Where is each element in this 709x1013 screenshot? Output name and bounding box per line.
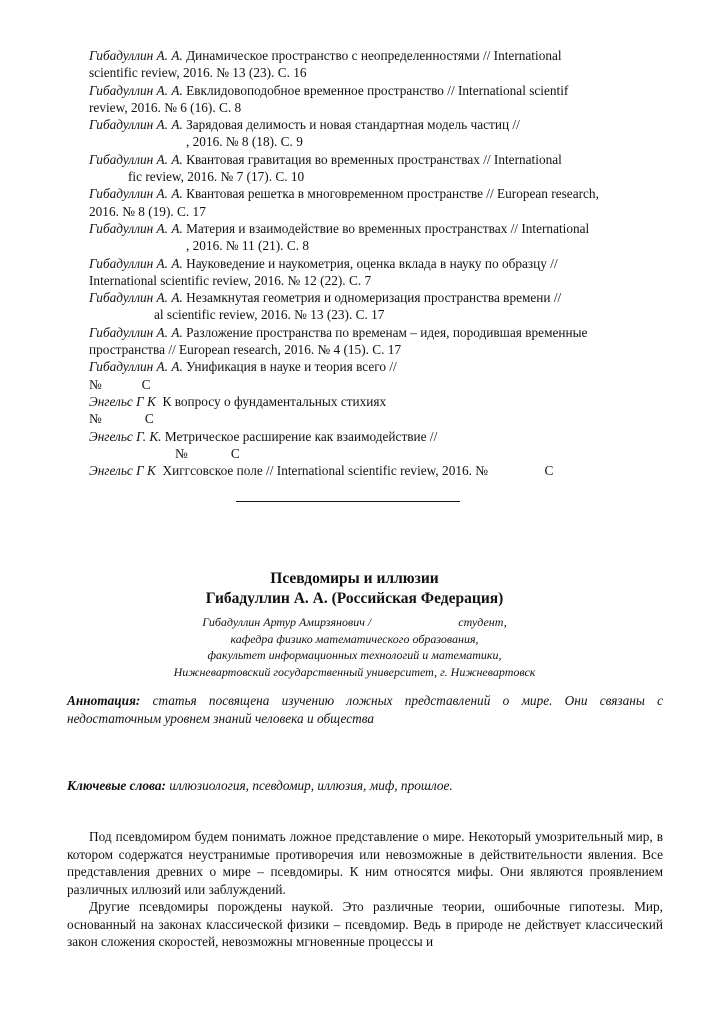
reference-continuation: № С bbox=[89, 376, 151, 392]
reference-text: Незамкнутая геометрия и одномеризация пространства времени // bbox=[182, 290, 562, 306]
reference-item bbox=[89, 358, 662, 393]
reference-author: Энгельс Г. К. bbox=[89, 428, 162, 444]
reference-text: Квантовая гравитация во временных пространствах // International bbox=[182, 151, 562, 167]
reference-text: Евклидовоподобное временное пространство // International scientif bbox=[182, 82, 569, 98]
reference-item bbox=[89, 220, 662, 255]
reference-author: Энгельс Г К bbox=[89, 463, 156, 479]
affiliation-line: Гибадуллин Артур Амирзянович / студент, bbox=[202, 615, 507, 629]
affiliation-line: факультет информационных технологий и математики, bbox=[207, 648, 502, 662]
reference-text: Науковедение и наукометрия, оценка вклада в науку по образцу // bbox=[182, 255, 558, 271]
reference-author: Гибадуллин А. А. bbox=[89, 186, 183, 202]
reference-continuation: , 2016. № 11 (21). С. 8 bbox=[186, 238, 309, 254]
reference-author: Гибадуллин А. А. bbox=[89, 82, 183, 98]
reference-continuation: № С bbox=[175, 445, 240, 461]
reference-author: Гибадуллин А. А. bbox=[89, 151, 183, 167]
reference-continuation: al scientific review, 2016. № 13 (23). С. 17 bbox=[154, 307, 385, 323]
reference-continuation: review, 2016. № 6 (16). С. 8 bbox=[89, 99, 242, 115]
reference-continuation: fic review, 2016. № 7 (17). С. 10 bbox=[128, 169, 305, 185]
body-paragraph: Другие псевдомиры порождены наукой. Это различные теории, ошибочные гипотезы. Мир, основанный на законах классической физики – псевдомир. Ведь в природе не действует классический закон сложения скоростей, невозможны мгновенные процессы и bbox=[67, 899, 663, 949]
reference-item bbox=[89, 151, 662, 186]
abstract bbox=[67, 692, 663, 727]
reference-continuation: , 2016. № 8 (18). С. 9 bbox=[186, 134, 303, 150]
reference-continuation: пространства // European research, 2016. № 4 (15). С. 17 bbox=[89, 342, 402, 358]
article-author-line: Гибадуллин А. А. (Российская Федерация) bbox=[205, 590, 504, 607]
reference-text: Хиггсовское поле // International scientific review, 2016. № С bbox=[155, 463, 554, 479]
reference-author: Гибадуллин А. А. bbox=[89, 255, 183, 271]
reference-text: К вопросу о фундаментальных стихиях bbox=[155, 393, 387, 409]
keywords-label: Ключевые слова: bbox=[67, 778, 166, 793]
body-paragraph: Под псевдомиром будем понимать ложное представление о мире. Некоторый умозрительный мир, в котором содержатся неустранимые противоречия или невозможные в действительности явления. Все представления древних о мире – псевдомиры. К ним относятся мифы. Они являются проявлением различных иллюзий или заблуждений. bbox=[67, 829, 663, 897]
reference-item bbox=[89, 462, 662, 479]
reference-text: Унификация в науке и теория всего // bbox=[182, 359, 397, 375]
reference-text: Квантовая решетка в многовременном пространстве // European research, bbox=[182, 186, 599, 202]
reference-author: Гибадуллин А. А. bbox=[89, 220, 183, 236]
reference-item bbox=[89, 289, 662, 324]
reference-continuation: № С bbox=[89, 411, 154, 427]
abstract-text: статья посвящена изучению ложных представлений о мире. Они связаны с недостаточным уровнем знаний человека и общества bbox=[67, 693, 663, 726]
reference-text: Зарядовая делимость и новая стандартная модель частиц // bbox=[182, 117, 520, 133]
reference-item bbox=[89, 82, 662, 117]
reference-item bbox=[89, 428, 662, 463]
abstract-label: Аннотация: bbox=[67, 693, 141, 708]
affiliation-line: Нижневартовский государственный университет, г. Нижневартовск bbox=[173, 664, 536, 679]
keywords-text: иллюзиология, псевдомир, иллюзия, миф, прошлое. bbox=[165, 778, 453, 793]
affiliation-line: кафедра физико математического образования, bbox=[230, 631, 479, 646]
reference-text: Метрическое расширение как взаимодействие // bbox=[161, 428, 438, 444]
reference-author: Энгельс Г К bbox=[89, 393, 156, 409]
reference-author: Гибадуллин А. А. bbox=[89, 359, 183, 375]
reference-continuation: scientific review, 2016. № 13 (23). С. 16 bbox=[89, 65, 307, 81]
article-body bbox=[67, 828, 663, 951]
reference-item bbox=[89, 255, 662, 290]
reference-author: Гибадуллин А. А. bbox=[89, 324, 183, 340]
reference-item bbox=[89, 185, 662, 220]
reference-continuation: International scientific review, 2016. № 12 (22). С. 7 bbox=[89, 272, 372, 288]
reference-item bbox=[89, 324, 662, 359]
author-affiliation bbox=[0, 614, 709, 680]
reference-item bbox=[89, 116, 662, 151]
section-divider bbox=[236, 501, 460, 502]
keywords bbox=[67, 778, 663, 794]
article-title: Псевдомиры и иллюзии bbox=[270, 570, 439, 587]
reference-item bbox=[89, 47, 662, 82]
reference-continuation: 2016. № 8 (19). С. 17 bbox=[89, 203, 206, 219]
reference-list bbox=[89, 47, 662, 479]
reference-text: Динамическое пространство с неопределенностями // International bbox=[182, 48, 562, 63]
reference-item bbox=[89, 393, 662, 428]
reference-author: Гибадуллин А. А. bbox=[89, 117, 183, 133]
reference-text: Разложение пространства по временам – идея, породившая временные bbox=[182, 324, 588, 340]
reference-text: Материя и взаимодействие во временных пространствах // International bbox=[182, 220, 590, 236]
reference-author: Гибадуллин А. А. bbox=[89, 48, 183, 63]
reference-author: Гибадуллин А. А. bbox=[89, 290, 183, 306]
